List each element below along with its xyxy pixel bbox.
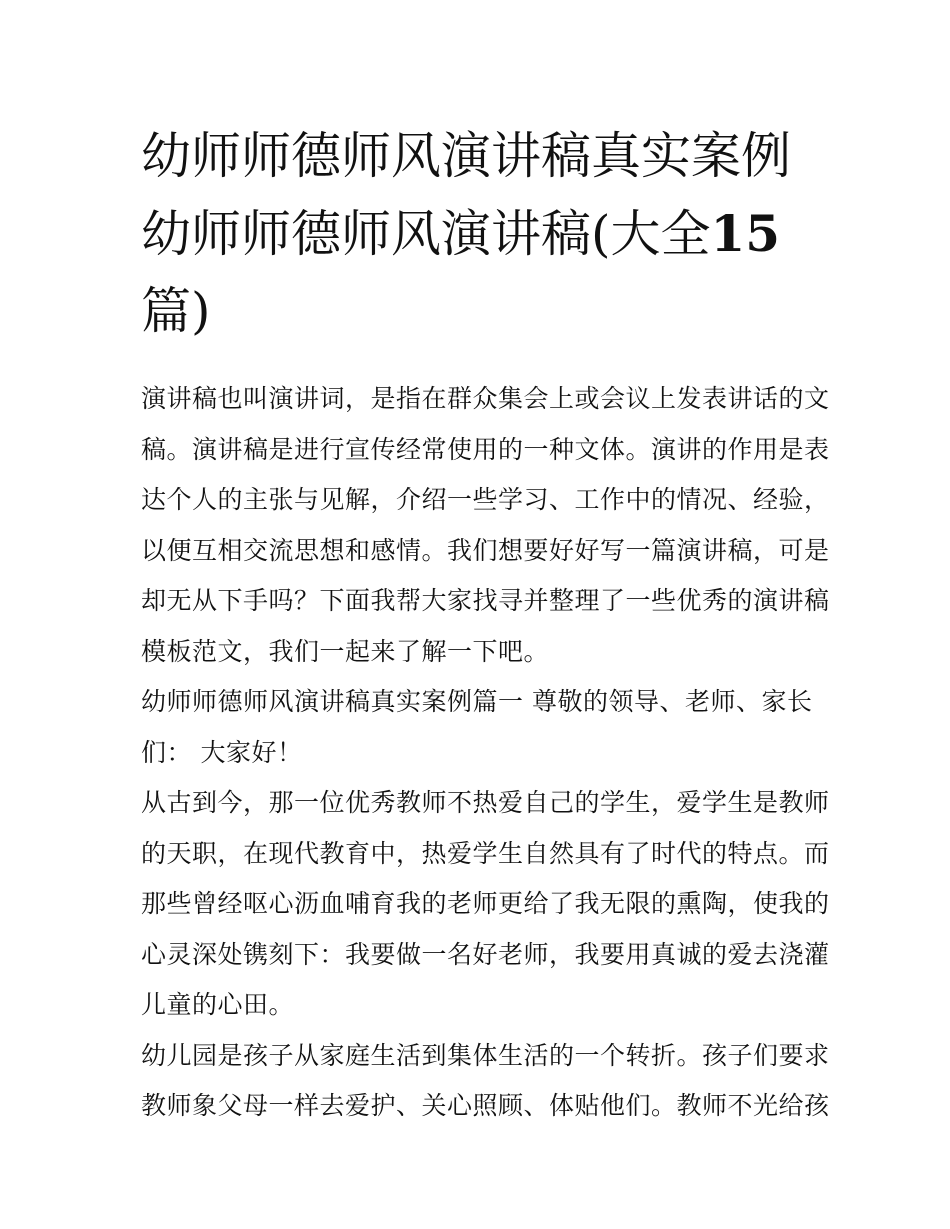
text-line: 稿。演讲稿是进行宣传经常使用的一种文体。演讲的作用是表 bbox=[141, 434, 830, 464]
text-line: 模板范文，我们一起来了解一下吧。 bbox=[141, 636, 550, 666]
text-line: 儿童的心田。 bbox=[141, 990, 295, 1019]
title-line-3: 篇) bbox=[141, 282, 211, 340]
title-line-2: 幼师师德师风演讲稿(大全15 bbox=[141, 204, 781, 263]
text-line: 达个人的主张与见解，介绍一些学习、工作中的情况、经验， bbox=[141, 485, 830, 514]
text-line: 演讲稿也叫演讲词，是指在群众集会上或会议上发表讲话的文 bbox=[141, 384, 830, 413]
document-title bbox=[141, 118, 821, 350]
title-number: 15 bbox=[710, 204, 781, 263]
paragraph-kindergarten bbox=[141, 1031, 830, 1132]
text-line: 心灵深处镌刻下：我要做一名好老师，我要用真诚的爱去浇灌 bbox=[141, 939, 830, 969]
title-line-1: 幼师师德师风演讲稿真实案例 bbox=[141, 127, 791, 185]
paragraph-greeting bbox=[141, 677, 821, 778]
text-line: 的天职，在现代教育中，热爱学生自然具有了时代的特点。而 bbox=[141, 838, 830, 868]
text-line: 却无从下手吗？下面我帮大家找寻并整理了一些优秀的演讲稿 bbox=[141, 586, 830, 615]
document-body bbox=[141, 374, 830, 1132]
document-page bbox=[141, 118, 830, 1132]
text-line: 以便互相交流思想和感情。我们想要好好写一篇演讲稿，可是 bbox=[141, 535, 830, 565]
text-line: 那些曾经呕心沥血哺育我的老师更给了我无限的熏陶，使我的 bbox=[141, 889, 830, 918]
text-line: 从古到今，那一位优秀教师不热爱自己的学生，爱学生是教师 bbox=[141, 788, 830, 817]
text-line: 幼师师德师风演讲稿真实案例篇一 尊敬的领导、老师、家长 bbox=[141, 687, 813, 716]
text-line: 们： 大家好！ bbox=[141, 737, 303, 767]
paragraph-intro bbox=[141, 374, 830, 677]
text-line: 教师象父母一样去爱护、关心照顾、体贴他们。教师不光给孩 bbox=[141, 1091, 830, 1120]
paragraph-teacher-love bbox=[141, 778, 830, 1031]
text-line: 幼儿园是孩子从家庭生活到集体生活的一个转折。孩子们要求 bbox=[141, 1040, 830, 1070]
